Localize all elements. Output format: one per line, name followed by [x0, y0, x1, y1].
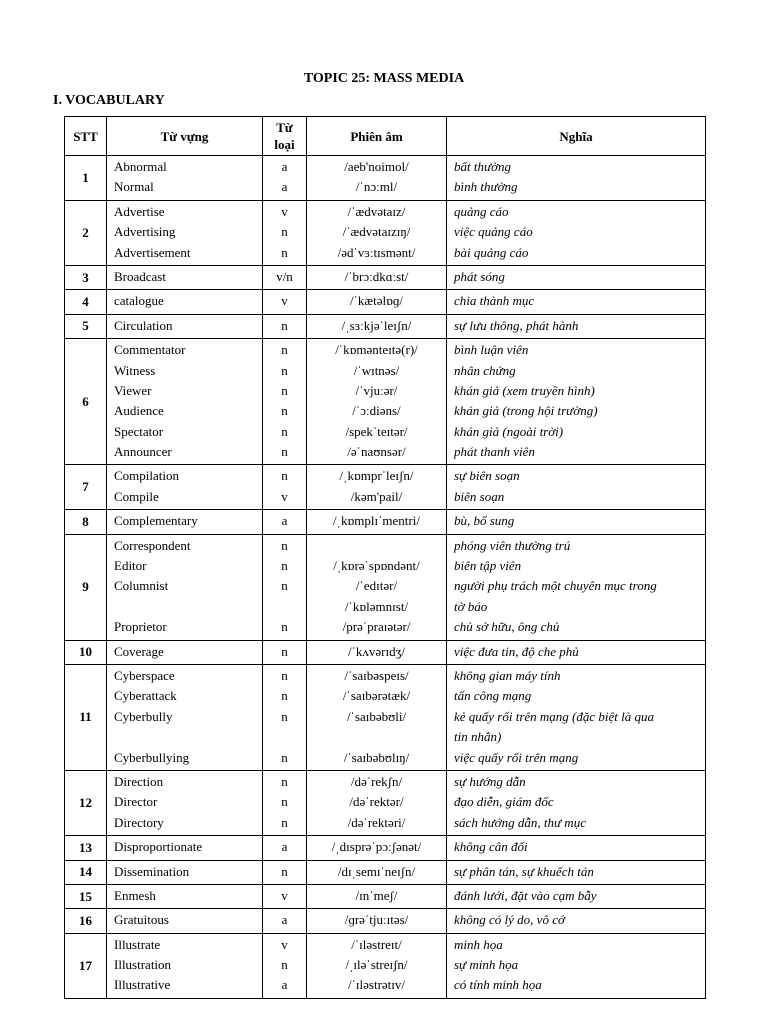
vocab-word-cell	[107, 933, 263, 998]
row-number: 15	[65, 884, 107, 908]
pronunciation: /ˌkɒmplɪˈmentri/	[333, 513, 420, 529]
part-of-speech-cell	[263, 640, 307, 664]
part-of-speech: n	[281, 578, 288, 594]
vocab-word-cell	[107, 664, 263, 770]
table-row	[65, 836, 706, 860]
part-of-speech: n	[281, 708, 288, 724]
meaning: việc quấy rối trên mạng	[454, 749, 579, 765]
pronunciation: /ˈkɒləmnɪst/	[344, 598, 409, 614]
row-number: 5	[65, 314, 107, 338]
vocab-word-cell	[107, 640, 263, 664]
pronunciation: /ˈsaɪbərətæk/	[342, 688, 411, 704]
vocab-word-cell	[107, 290, 263, 314]
part-of-speech: n	[281, 558, 288, 574]
meaning: tờ báo	[454, 598, 488, 614]
part-of-speech: n	[281, 643, 288, 659]
vocab-word: Director	[114, 794, 158, 810]
pronunciation: /ˌkɒrəˈspɒndənt/	[333, 558, 420, 574]
part-of-speech: n	[281, 362, 288, 378]
table-row	[65, 156, 706, 201]
vocab-word-cell	[107, 156, 263, 201]
meaning: biên tập viên	[454, 558, 522, 574]
meaning: tin nhắn)	[454, 729, 502, 745]
vocab-word-cell	[107, 265, 263, 289]
meaning-cell	[447, 290, 706, 314]
pronunciation-cell	[307, 200, 447, 265]
vocab-word: Normal	[114, 179, 154, 195]
pronunciation: /spekˈteɪtər/	[345, 423, 408, 439]
part-of-speech: a	[281, 179, 288, 195]
row-number: 11	[65, 664, 107, 770]
row-number: 6	[65, 339, 107, 465]
table-row	[65, 534, 706, 640]
row-number: 16	[65, 909, 107, 933]
vocab-word: Enmesh	[114, 887, 156, 903]
part-of-speech-cell	[263, 860, 307, 884]
vocab-word: Complementary	[114, 513, 198, 529]
part-of-speech-cell	[263, 339, 307, 465]
table-row	[65, 510, 706, 534]
pronunciation-cell	[307, 884, 447, 908]
table-row	[65, 640, 706, 664]
part-of-speech: n	[281, 244, 288, 260]
meaning: khán giả (ngoài trời)	[454, 423, 564, 439]
column-header-word: Từ vựng	[107, 117, 263, 156]
pronunciation-cell	[307, 265, 447, 289]
meaning: việc đưa tin, độ che phủ	[454, 643, 579, 659]
part-of-speech-cell	[263, 770, 307, 835]
table-row	[65, 933, 706, 998]
meaning: biên soạn	[454, 488, 505, 504]
vocab-word: Cyberattack	[114, 688, 177, 704]
meaning-cell	[447, 339, 706, 465]
pronunciation-cell	[307, 339, 447, 465]
vocab-word: Audience	[114, 403, 164, 419]
table-body	[65, 156, 706, 999]
part-of-speech: v	[281, 887, 288, 903]
vocab-word: Spectator	[114, 423, 164, 439]
meaning: minh họa	[454, 936, 503, 952]
pronunciation: /prəˈpraɪətər/	[342, 619, 411, 635]
vocab-word: Advertise	[114, 203, 165, 219]
pronunciation-cell	[307, 664, 447, 770]
vocab-word-cell	[107, 314, 263, 338]
meaning: có tính minh họa	[454, 977, 542, 993]
vocab-word: Directory	[114, 814, 164, 830]
part-of-speech-cell	[263, 200, 307, 265]
row-number: 17	[65, 933, 107, 998]
pronunciation: /ˈsaɪbəbʊlɪŋ/	[343, 749, 410, 765]
pronunciation: /ˌɪləˈstreɪʃn/	[345, 957, 408, 973]
part-of-speech: v/n	[276, 268, 293, 284]
part-of-speech: n	[281, 468, 288, 484]
meaning: sự phân tán, sự khuếch tán	[454, 863, 594, 879]
part-of-speech: n	[281, 749, 288, 765]
meaning: sự biên soạn	[454, 468, 520, 484]
table-row	[65, 664, 706, 770]
meaning: bài quảng cáo	[454, 244, 529, 260]
meaning-cell	[447, 770, 706, 835]
meaning: bù, bổ sung	[454, 513, 515, 529]
part-of-speech: n	[281, 863, 288, 879]
meaning-cell	[447, 265, 706, 289]
pronunciation: /ˌsɜːkjəˈleɪʃn/	[341, 317, 412, 333]
vocab-word: Cyberbully	[114, 708, 173, 724]
vocab-word	[107, 727, 262, 747]
pronunciation: /ɡrəˈtjuːɪtəs/	[344, 912, 409, 928]
meaning: người phụ trách một chuyên mục trong	[454, 578, 657, 594]
vocab-word: Advertising	[114, 224, 176, 240]
row-number: 9	[65, 534, 107, 640]
pronunciation-cell	[307, 933, 447, 998]
pronunciation-cell	[307, 770, 447, 835]
pronunciation: /ˈɔːdiəns/	[352, 403, 401, 419]
meaning-cell	[447, 884, 706, 908]
meaning: khán giả (xem truyền hình)	[454, 382, 595, 398]
part-of-speech: n	[281, 688, 288, 704]
part-of-speech: a	[281, 159, 288, 174]
part-of-speech-cell	[263, 156, 307, 201]
part-of-speech: n	[281, 619, 288, 635]
meaning-cell	[447, 860, 706, 884]
pronunciation: /dəˈrektər/	[349, 794, 404, 810]
part-of-speech: n	[281, 957, 288, 973]
vocab-word-cell	[107, 770, 263, 835]
meaning: bình luận viên	[454, 342, 529, 358]
meaning: phát sóng	[454, 268, 505, 284]
part-of-speech: n	[281, 342, 288, 358]
pronunciation-cell	[307, 290, 447, 314]
part-of-speech-cell	[263, 265, 307, 289]
part-of-speech-cell	[263, 909, 307, 933]
meaning-cell	[447, 156, 706, 201]
pronunciation: /ˈnɔːml/	[355, 179, 398, 195]
meaning: sự hướng dẫn	[454, 773, 526, 789]
pronunciation: /ˈkætəlɒɡ/	[349, 293, 403, 309]
pronunciation: /ˌkɒmprˈleɪʃn/	[339, 468, 414, 484]
part-of-speech-cell	[263, 290, 307, 314]
meaning: phát thanh viên	[454, 444, 535, 460]
pronunciation: /ɪnˈmeʃ/	[355, 887, 398, 903]
meaning: quảng cáo	[454, 203, 509, 219]
row-number: 4	[65, 290, 107, 314]
vocab-word: Editor	[114, 558, 147, 574]
vocab-word: Viewer	[114, 382, 152, 398]
meaning: đánh lưới, đặt vào cạm bẫy	[454, 887, 597, 903]
pronunciation-cell	[307, 510, 447, 534]
pronunciation: /dəˈrektəri/	[347, 814, 406, 830]
meaning-cell	[447, 465, 706, 510]
meaning: không có lý do, vô cớ	[454, 912, 565, 928]
part-of-speech: n	[281, 814, 288, 830]
part-of-speech-cell	[263, 884, 307, 908]
column-header-pronunciation: Phiên âm	[307, 117, 447, 156]
column-header-part-of-speech: Từ loại	[263, 117, 307, 156]
vocab-word: Proprietor	[114, 619, 167, 635]
meaning-cell	[447, 200, 706, 265]
row-number: 13	[65, 836, 107, 860]
part-of-speech: n	[281, 773, 288, 789]
part-of-speech-cell	[263, 465, 307, 510]
pronunciation: /ədˈvɜːtɪsmənt/	[337, 244, 416, 260]
pronunciation: /əˈnaʊnsər/	[347, 444, 406, 460]
pronunciation: /ˌdɪsprəˈpɔːʃənət/	[331, 839, 422, 855]
table-row	[65, 465, 706, 510]
part-of-speech: a	[281, 513, 288, 529]
vocab-word: Commentator	[114, 342, 186, 358]
pronunciation-cell	[307, 836, 447, 860]
column-header-meaning: Nghĩa	[447, 117, 706, 156]
pronunciation: /kəm'pail/	[350, 488, 403, 504]
row-number: 12	[65, 770, 107, 835]
row-number: 3	[65, 265, 107, 289]
table-row	[65, 909, 706, 933]
meaning: sự minh họa	[454, 957, 519, 973]
meaning-cell	[447, 664, 706, 770]
pronunciation: /ˈkʌvərɪdʒ/	[347, 643, 406, 659]
part-of-speech: n	[281, 382, 288, 398]
vocab-word: Disproportionate	[114, 839, 203, 855]
vocab-word: Gratuitous	[114, 912, 169, 928]
vocab-word: Cyberbullying	[114, 749, 190, 765]
pronunciation-cell	[307, 314, 447, 338]
row-number: 2	[65, 200, 107, 265]
row-number: 10	[65, 640, 107, 664]
vocab-word: Broadcast	[114, 268, 166, 284]
vocab-word-cell	[107, 465, 263, 510]
meaning: chia thành mục	[454, 293, 535, 309]
meaning-cell	[447, 836, 706, 860]
meaning-cell	[447, 534, 706, 640]
vocab-word-cell	[107, 534, 263, 640]
row-number: 1	[65, 156, 107, 201]
meaning: chủ sở hữu, ông chủ	[454, 619, 560, 635]
pronunciation: /ˈɪləstreɪt/	[351, 936, 402, 952]
part-of-speech-cell	[263, 664, 307, 770]
row-number: 8	[65, 510, 107, 534]
meaning-cell	[447, 933, 706, 998]
meaning: không gian máy tính	[454, 667, 561, 683]
vocab-word: Columnist	[114, 578, 169, 594]
part-of-speech: v	[281, 293, 288, 309]
part-of-speech: a	[281, 977, 288, 993]
pronunciation-cell	[307, 156, 447, 201]
row-number: 7	[65, 465, 107, 510]
vocab-word: Illustrate	[114, 936, 161, 952]
vocabulary-table	[64, 116, 706, 999]
meaning: sách hướng dẫn, thư mục	[454, 814, 586, 830]
pronunciation: /ˈɪləstrətɪv/	[347, 977, 406, 993]
meaning: kẻ quấy rối trên mạng (đặc biệt là qua	[454, 708, 655, 724]
vocab-word: Dissemination	[114, 863, 190, 879]
part-of-speech-cell	[263, 534, 307, 640]
part-of-speech-cell	[263, 510, 307, 534]
pronunciation: /ˈvjuːər/	[355, 382, 398, 398]
meaning: nhân chứng	[454, 362, 516, 378]
part-of-speech: v	[281, 936, 288, 952]
meaning: việc quảng cáo	[454, 224, 533, 240]
table-row	[65, 884, 706, 908]
part-of-speech: v	[281, 488, 288, 504]
part-of-speech: a	[281, 912, 288, 928]
table-row	[65, 314, 706, 338]
vocab-word-cell	[107, 909, 263, 933]
vocab-word: Abnormal	[114, 159, 167, 174]
vocab-word-cell	[107, 860, 263, 884]
pronunciation: /ˈwɪtnəs/	[353, 362, 400, 378]
part-of-speech: n	[281, 794, 288, 810]
meaning: sự lưu thông, phát hành	[454, 317, 579, 333]
meaning-cell	[447, 510, 706, 534]
pronunciation-cell	[307, 640, 447, 664]
pronunciation-cell	[307, 534, 447, 640]
meaning-cell	[447, 909, 706, 933]
vocab-word: catalogue	[114, 293, 164, 309]
part-of-speech: n	[281, 537, 288, 553]
meaning: phóng viên thường trú	[454, 537, 571, 553]
pronunciation-cell	[307, 909, 447, 933]
vocab-word: Cyberspace	[114, 667, 175, 683]
part-of-speech-cell	[263, 836, 307, 860]
vocab-word: Circulation	[114, 317, 173, 333]
vocab-word-cell	[107, 200, 263, 265]
part-of-speech: n	[281, 317, 288, 333]
part-of-speech	[263, 727, 306, 747]
table-row	[65, 339, 706, 465]
vocab-word: Announcer	[114, 444, 172, 460]
part-of-speech: n	[281, 423, 288, 439]
vocab-word-cell	[107, 510, 263, 534]
pronunciation: /dəˈrekʃn/	[350, 773, 403, 789]
column-header-stt: STT	[65, 117, 107, 156]
pronunciation: /ˈsaɪbəbʊli/	[346, 708, 407, 724]
table-row	[65, 860, 706, 884]
meaning-cell	[447, 640, 706, 664]
part-of-speech: n	[281, 403, 288, 419]
table-row	[65, 265, 706, 289]
part-of-speech: v	[281, 203, 288, 219]
pronunciation-cell	[307, 465, 447, 510]
vocab-word: Direction	[114, 773, 164, 789]
vocab-word: Compile	[114, 488, 159, 504]
vocab-word: Witness	[114, 362, 156, 378]
pronunciation-cell	[307, 860, 447, 884]
part-of-speech-cell	[263, 314, 307, 338]
page-title: TOPIC 25: MASS MEDIA	[303, 71, 465, 86]
vocab-word-cell	[107, 836, 263, 860]
pronunciation: /aeb'noimol/	[344, 159, 409, 174]
part-of-speech-cell	[263, 933, 307, 998]
meaning: không cân đối	[454, 839, 528, 855]
vocab-word: Coverage	[114, 643, 164, 659]
meaning: khán giả (trong hội trường)	[454, 403, 598, 419]
meaning-cell	[447, 314, 706, 338]
pronunciation: /ˈædvətaɪz/	[347, 203, 406, 219]
pronunciation: /dɪˌsemɪˈneɪʃn/	[337, 863, 416, 879]
vocab-word-cell	[107, 884, 263, 908]
vocab-word	[107, 597, 262, 617]
part-of-speech: n	[281, 224, 288, 240]
table-header-row	[65, 117, 706, 156]
pronunciation	[307, 727, 446, 747]
row-number: 14	[65, 860, 107, 884]
vocab-word: Correspondent	[114, 537, 191, 553]
part-of-speech: n	[281, 444, 288, 460]
vocab-word: Compilation	[114, 468, 179, 484]
part-of-speech: a	[281, 839, 288, 855]
table-row	[65, 200, 706, 265]
meaning: tấn công mạng	[454, 688, 532, 704]
vocab-word-cell	[107, 339, 263, 465]
pronunciation	[307, 536, 446, 556]
vocab-word: Advertisement	[114, 244, 191, 260]
table-row	[65, 290, 706, 314]
meaning: đạo diễn, giám đốc	[454, 794, 554, 810]
pronunciation: /ˈsaɪbəspeɪs/	[344, 667, 409, 683]
meaning: bất thường	[454, 159, 512, 174]
pronunciation: /ˈedɪtər/	[355, 578, 398, 594]
pronunciation: /ˈkɒmənteɪtə(r)/	[335, 342, 418, 358]
pronunciation: /ˈbrɔːdkɑːst/	[344, 268, 409, 284]
vocab-word: Illustration	[114, 957, 172, 973]
part-of-speech	[263, 597, 306, 617]
vocab-word: Illustrative	[114, 977, 171, 993]
part-of-speech: n	[281, 667, 288, 683]
meaning: bình thường	[454, 179, 518, 195]
pronunciation: /ˈædvətaɪzɪŋ/	[342, 224, 411, 240]
section-heading: I. VOCABULARY	[53, 93, 165, 108]
table-row	[65, 770, 706, 835]
